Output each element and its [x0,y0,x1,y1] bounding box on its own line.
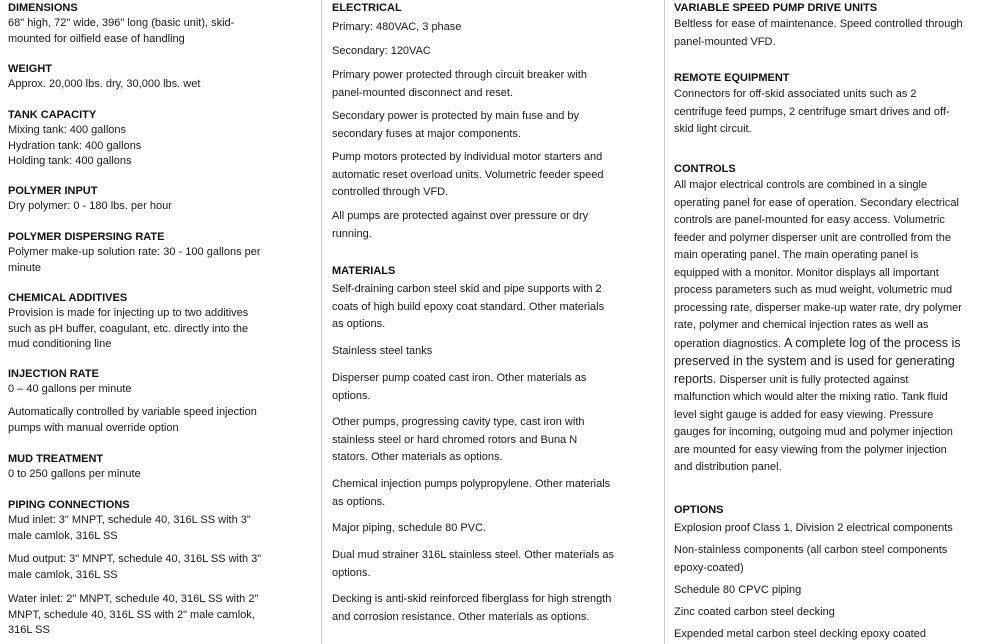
secondary-voltage: Secondary: 120VAC [332,45,431,57]
chemical-additives-heading: CHEMICAL ADDITIVES [8,292,128,304]
paragraph-line: Primary power protected through circuit breaker with [332,69,587,81]
chemical-additives-text: such as pH buffer, coagulant, etc. directly into the [8,322,249,335]
option-item: Expended metal carbon steel decking epoxy coated [674,628,926,640]
paragraph-line: Chemical injection pumps polypropylene. Other materials [332,478,611,490]
paragraph-line: Disperser pump coated cast iron. Other materials as [332,372,587,384]
other-pumps-paragraph [332,414,585,467]
piping-mud-inlet: male camlok, 316L SS [8,529,118,542]
paragraph-line: rate, polymer and chemical injection rates as well as [674,319,929,331]
paragraph-line: panel-mounted VFD. [674,35,776,48]
piping-connections-section [8,498,251,544]
paragraph-line: panel-mounted disconnect and reset. [332,86,514,99]
dispersing-rate-heading: POLYMER DISPERSING RATE [8,231,165,243]
dispersing-rate-text: minute [8,261,42,274]
remote-equipment-heading: REMOTE EQUIPMENT [674,72,790,84]
paragraph-line [674,371,962,390]
injection-control-text: pumps with manual override option [8,421,179,434]
paragraph-line: process parameters such as mud weight, volumetric mud [674,284,953,296]
paragraph-line: coats of high build epoxy coat standard. Other materials [332,300,605,313]
dispersing-rate-text: Polymer make-up solution rate: 30 - 100 gallons per [8,246,261,258]
skid-paragraph [332,281,604,334]
paragraph-line: Beltless for ease of maintenance. Speed controlled through [674,18,963,30]
paragraph-line [674,335,962,354]
injection-control-text: Automatically controlled by variable speed injection [8,406,257,418]
controls-heading: CONTROLS [674,163,736,175]
mud-treatment-heading: MUD TREATMENT [8,453,104,465]
disperser-paragraph [332,370,586,405]
paragraph-line: main operating panel. The main operating panel is [674,249,919,261]
piping-mud-inlet: Mud inlet: 3" MNPT, schedule 40, 316L SS with 3" [8,514,251,526]
paragraph-line: running. [332,227,372,240]
paragraph-line: processing rate, disperser make-up water rate, dry polymer [674,301,962,314]
paragraph-line: are mounted for easy viewing from the polymer injection [674,443,947,456]
paragraph-line: All pumps are protected against over pressure or dry [332,210,589,222]
polymer-input-section [8,184,172,215]
materials-heading: MATERIALS [332,265,396,277]
chemical-additives-text: Provision is made for injecting up to two additives [8,307,249,319]
injection-rate-text: 0 – 40 gallons per minute [8,383,132,395]
electrical-heading: ELECTRICAL [332,2,402,14]
paragraph-line: epoxy-coated) [674,561,744,574]
all-pumps-paragraph [332,208,588,243]
major-piping: Major piping, schedule 80 PVC. [332,522,487,534]
injection-control-section [8,405,257,436]
pump-motors-paragraph [332,149,603,202]
weight-heading: WEIGHT [8,63,52,75]
chemical-additives-text: mud conditioning line [8,338,112,350]
column-divider [664,0,665,644]
paragraph-line: stainless steel or hard chromed rotors and Buna N [332,433,578,446]
polymer-input-heading: POLYMER INPUT [8,185,98,197]
remote-equipment-section [674,71,950,139]
paragraph-line: options. [332,566,371,579]
paragraph-line: level sight gauge is added for easy viewing. Pressure [674,408,934,421]
tank-holding: Holding tank: 400 gallons [8,155,132,167]
tank-mixing: Mixing tank: 400 gallons [8,124,127,136]
injection-rate-heading: INJECTION RATE [8,368,99,380]
paragraph-line: options. [332,389,371,402]
paragraph-line: and corrosion resistance. Other materials as options. [332,610,590,623]
paragraph-line: as options. [332,495,386,508]
secondary-power-paragraph [332,108,579,143]
vsd-section [674,1,963,51]
paragraph-line: Non-stainless components (all carbon steel components [674,544,948,556]
column-middle [332,0,642,644]
text-span: Disperser unit is fully protected against [716,373,909,386]
piping-water-inlet: MNPT, schedule 40, 316L SS with 2" male camlok, [8,608,255,621]
paragraph-line: secondary fuses at major components. [332,127,521,140]
paragraph-line: Connectors for off-skid associated units such as 2 [674,88,917,100]
option-item: Zinc coated carbon steel decking [674,606,835,618]
primary-voltage: Primary: 480VAC, 3 phase [332,21,462,33]
polymer-input-text: Dry polymer: 0 - 180 lbs. per hour [8,200,172,212]
text-span-large: reports. [674,371,717,386]
option-item [674,542,947,577]
chem-pumps-paragraph [332,476,610,511]
paragraph-line: as options. [332,318,386,330]
paragraph-line: equipped with a monitor. Monitor displays all important [674,266,939,279]
primary-power-paragraph [332,67,587,102]
option-item: Explosion proof Class 1, Division 2 electrical components [674,522,953,534]
tank-capacity-section [8,108,141,170]
paragraph-line: skid light circuit. [674,123,752,135]
paragraph-line: Dual mud strainer 316L stainless steel. Other materials as [332,549,615,561]
dispersing-rate-section [8,230,261,276]
dimensions-text: mounted for oilfield ease of handling [8,32,185,45]
decking-paragraph [332,591,611,626]
piping-mud-output: Mud output: 3" MNPT, schedule 40, 316L SS with 3" [8,553,262,565]
piping-connections-heading: PIPING CONNECTIONS [8,499,130,511]
piping-mud-output: male camlok, 316L SS [8,568,118,581]
paragraph-line-large: preserved in the system and is used for generating [674,354,955,368]
dimensions-section [8,1,234,47]
weight-section [8,62,200,93]
paragraph-line: feeder and polymer disperser unit are controlled from the [674,231,951,244]
electrical-section [332,1,402,16]
weight-text: Approx. 20,000 lbs. dry, 30,000 lbs. wet [8,78,201,90]
text-span-large: A complete log of the process is [784,335,961,350]
piping-mud-output-section [8,552,261,583]
option-item: Schedule 80 CPVC piping [674,584,802,596]
paragraph-line: centrifuge feed pumps, 2 centrifuge smart drives and off- [674,105,950,118]
paragraph-line: malfunction which would alter the mixing ratio. Tank fluid [674,391,948,403]
paragraph-line: operating panel for ease of operation. Secondary electrical [674,196,959,209]
dimensions-heading: DIMENSIONS [8,2,78,14]
injection-rate-section [8,367,132,398]
mud-treatment-section [8,452,141,483]
strainer-paragraph [332,547,614,582]
column-left [8,0,308,644]
column-divider [321,0,322,644]
paragraph-line: Decking is anti-skid reinforced fiberglass for high strength [332,593,612,605]
controls-section [674,162,962,477]
dimensions-text: 68" high, 72" wide, 396" long (basic unit), skid- [8,17,235,29]
stainless-tanks: Stainless steel tanks [332,345,433,357]
piping-water-inlet-section [8,592,258,639]
paragraph-line: Secondary power is protected by main fuse and by [332,110,580,122]
piping-water-inlet: 316L SS [8,624,50,636]
vsd-heading: VARIABLE SPEED PUMP DRIVE UNITS [674,2,878,14]
paragraph-line: and distribution panel. [674,461,782,473]
paragraph-line: stators. Other materials as options. [332,451,503,463]
paragraph-line: Pump motors protected by individual motor starters and [332,151,603,163]
piping-water-inlet: Water inlet: 2" MNPT, schedule 40, 316L SS with 2" [8,593,259,605]
paragraph-line: controls are panel-mounted for easy access. Volumetric [674,214,945,226]
paragraph-line: controlled through VFD. [332,186,449,198]
tank-hydration: Hydration tank: 400 gallons [8,139,142,152]
column-right [674,0,986,644]
paragraph-line: gauges for incoming, outgoing mud and polymer injection [674,426,953,438]
paragraph-line: automatic reset overload units. Volumetric feeder speed [332,168,604,181]
tank-capacity-heading: TANK CAPACITY [8,109,97,121]
paragraph-line: Self-draining carbon steel skid and pipe supports with 2 [332,283,602,295]
chemical-additives-section [8,291,248,353]
paragraph-line: All major electrical controls are combined in a single [674,179,928,191]
mud-treatment-text: 0 to 250 gallons per minute [8,468,141,480]
paragraph-line: Other pumps, progressing cavity type, cast iron with [332,416,585,428]
text-span: operation diagnostics. [674,337,785,350]
options-heading: OPTIONS [674,504,724,516]
